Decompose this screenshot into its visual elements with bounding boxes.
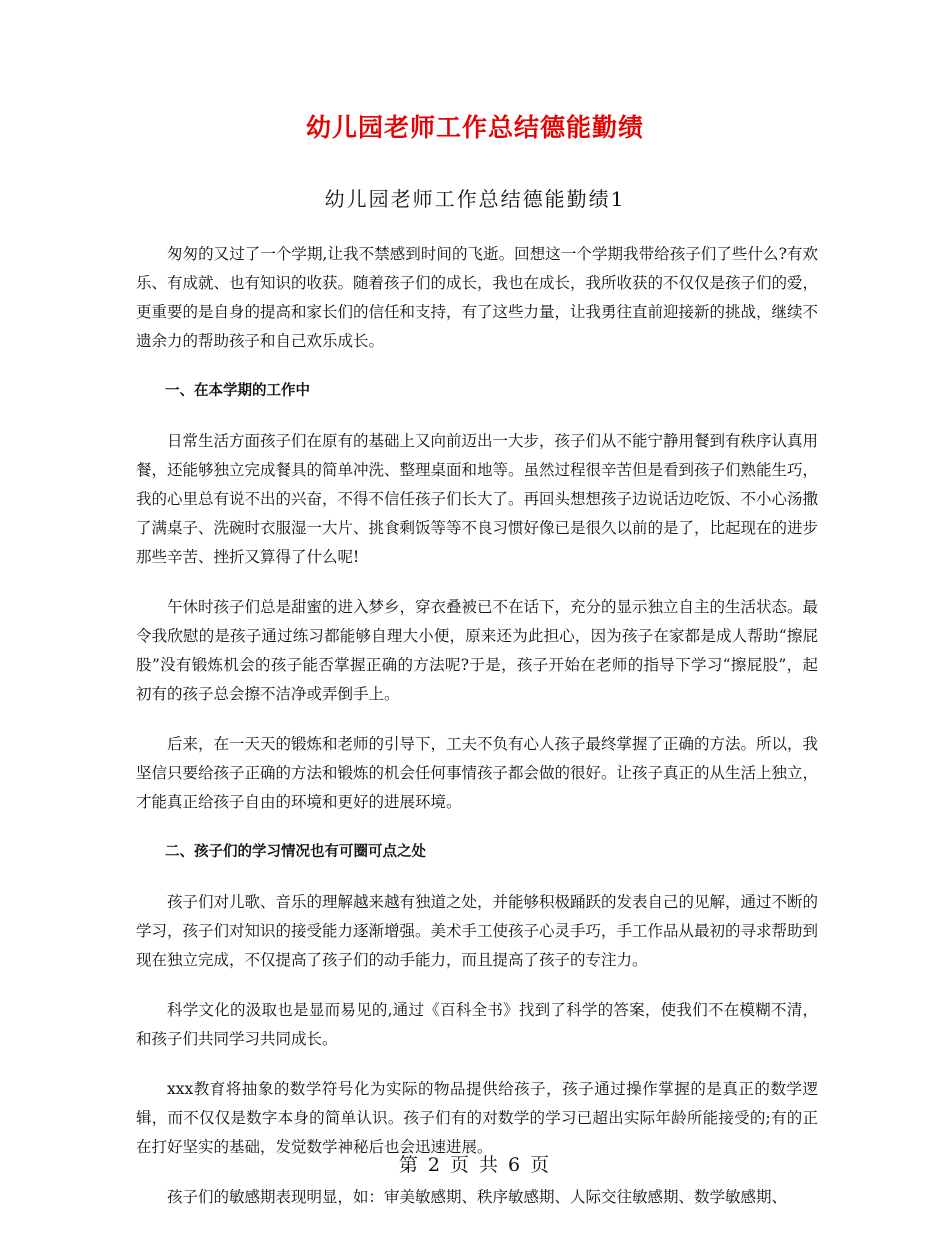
paragraph: 日常生活方面孩子们在原有的基础上又向前迈出一大步，孩子们从不能宁静用餐到有秩序认真用餐，还能够独立完成餐具的简单冲洗、整理桌面和地等。虽然过程很辛苦但是看到孩子们熟能生巧，我的心里总有说不出的兴奋，不得不信任孩子们长大了。再回头想想孩子边说话边吃饭、不小心汤撒了满桌子、洗碗时衣服湿一大片、挑食剩饭等等不良习惯好像已是很久以前的是了，比起现在的进步那些辛苦、挫折又算得了什么呢! <box>136 432 819 566</box>
paragraph: 午休时孩子们总是甜蜜的进入梦乡，穿衣叠被已不在话下，充分的显示独立自主的生活状态。最令我欣慰的是孩子通过练习都能够自理大小便，原来还为此担心，因为孩子在家都是成人帮助“擦屁股”没有锻炼机会的孩子能否掌握正确的方法呢?于是，孩子开始在老师的指导下学习“擦屁股”，起初有的孩子总会擦不洁净或弄倒手上。 <box>136 598 819 703</box>
paragraph: 孩子们对儿歌、音乐的理解越来越有独道之处，并能够积极踊跃的发表自己的见解，通过不断的学习，孩子们对知识的接受能力逐渐增强。美术手工使孩子心灵手巧，手工作品从最初的寻求帮助到现在独立完成，不仅提高了孩子们的动手能力，而且提高了孩子的专注力。 <box>136 893 819 969</box>
paragraph: 匆匆的又过了一个学期,让我不禁感到时间的飞逝。回想这一个学期我带给孩子们了些什么?有欢乐、有成就、也有知识的收获。随着孩子们的成长，我也在成长，我所收获的不仅仅是孩子们的爱，更重要的是自身的提高和家长们的信任和支持，有了这些力量，让我勇往直前迎接新的挑战，继续不遗余力的帮助孩子和自己欢乐成长。 <box>136 245 819 350</box>
page-footer: 第 2 页 共 6 页 <box>398 1154 552 1176</box>
document-title: 幼儿园老师工作总结德能勤绩 <box>305 113 644 142</box>
document-body <box>136 240 818 1233</box>
document-subtitle: 幼儿园老师工作总结德能勤绩1 <box>324 187 626 211</box>
paragraph: 科学文化的汲取也是显而易见的,通过《百科全书》找到了科学的答案，使我们不在模糊不清，和孩子们共同学习共同成长。 <box>136 1001 818 1048</box>
paragraph: 后来，在一天天的锻炼和老师的引导下，工夫不负有心人孩子最终掌握了正确的方法。所以，我坚信只要给孩子正确的方法和锻炼的机会任何事情孩子都会做的很好。让孩子真正的从生活上独立，才能真正给孩子自由的环境和更好的进展环境。 <box>136 735 819 811</box>
paragraph: 孩子们的敏感期表现明显，如：审美敏感期、秩序敏感期、人际交往敏感期、数学敏感期、 <box>167 1188 788 1206</box>
section-heading: 一、在本学期的工作中 <box>165 383 310 399</box>
section-heading: 二、孩子们的学习情况也有可圈可点之处 <box>165 844 426 860</box>
paragraph: xxx教育将抽象的数学符号化为实际的物品提供给孩子，孩子通过操作掌握的是真正的数学逻辑，而不仅仅是数字本身的简单认识。孩子们有的对数学的学习已超出实际年龄所能接受的;有的正在打好坚实的基础，发觉数学神秘后也会迅速进展。 <box>136 1080 818 1156</box>
